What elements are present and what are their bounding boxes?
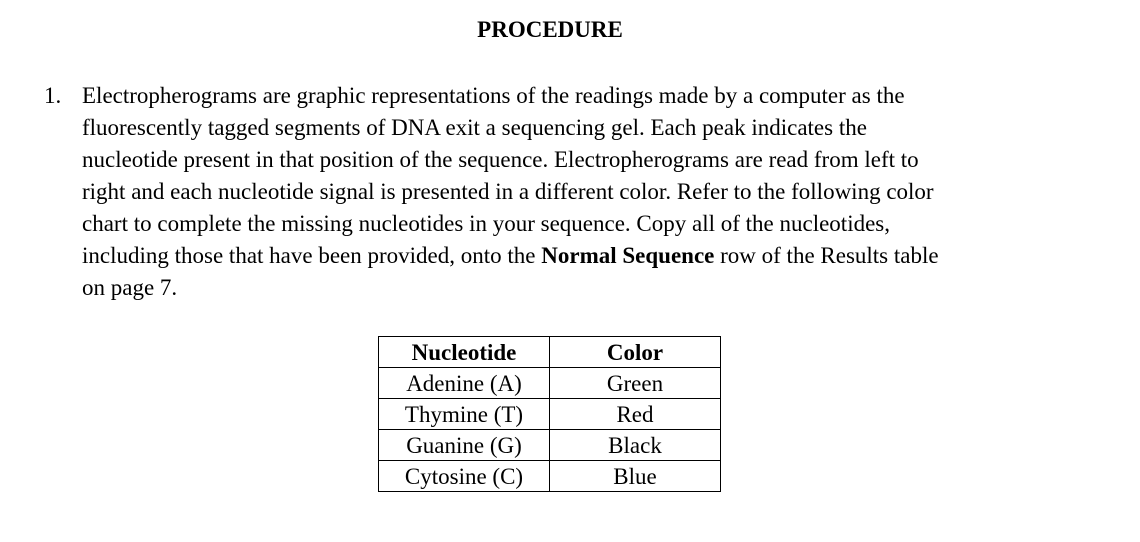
nucleotide-cell: Guanine (G) bbox=[379, 430, 550, 461]
color-cell: Blue bbox=[550, 461, 721, 492]
step-line-text: including those that have been provided, onto the bbox=[82, 243, 542, 268]
step-line: right and each nucleotide signal is presented in a different color. Refer to the following color bbox=[82, 179, 934, 204]
step-line-text: row of the Results table bbox=[714, 243, 939, 268]
color-cell: Black bbox=[550, 430, 721, 461]
table-row bbox=[379, 399, 721, 430]
step-line: nucleotide present in that position of the sequence. Electropherograms are read from left to bbox=[82, 147, 919, 172]
step-line: chart to complete the missing nucleotides in your sequence. Copy all of the nucleotides, bbox=[82, 211, 890, 236]
nucleotide-cell: Adenine (A) bbox=[379, 368, 550, 399]
step-number: 1. bbox=[44, 83, 62, 108]
step-line bbox=[82, 240, 1122, 272]
column-header-color: Color bbox=[550, 337, 721, 368]
table-row bbox=[379, 368, 721, 399]
normal-sequence-emphasis: Normal Sequence bbox=[541, 243, 715, 268]
table-header-row bbox=[379, 337, 721, 368]
step-line: on page 7. bbox=[82, 275, 178, 300]
nucleotide-cell: Thymine (T) bbox=[379, 399, 550, 430]
color-cell: Green bbox=[550, 368, 721, 399]
step-text bbox=[82, 80, 1122, 304]
nucleotide-color-chart bbox=[378, 336, 721, 492]
page-heading: PROCEDURE bbox=[477, 17, 623, 42]
column-header-nucleotide: Nucleotide bbox=[379, 337, 550, 368]
table-row bbox=[379, 430, 721, 461]
step-line: fluorescently tagged segments of DNA exit a sequencing gel. Each peak indicates the bbox=[82, 115, 867, 140]
color-cell: Red bbox=[550, 399, 721, 430]
table-row bbox=[379, 461, 721, 492]
nucleotide-cell: Cytosine (C) bbox=[379, 461, 550, 492]
step-line: Electropherograms are graphic representations of the readings made by a computer as the bbox=[82, 83, 905, 108]
